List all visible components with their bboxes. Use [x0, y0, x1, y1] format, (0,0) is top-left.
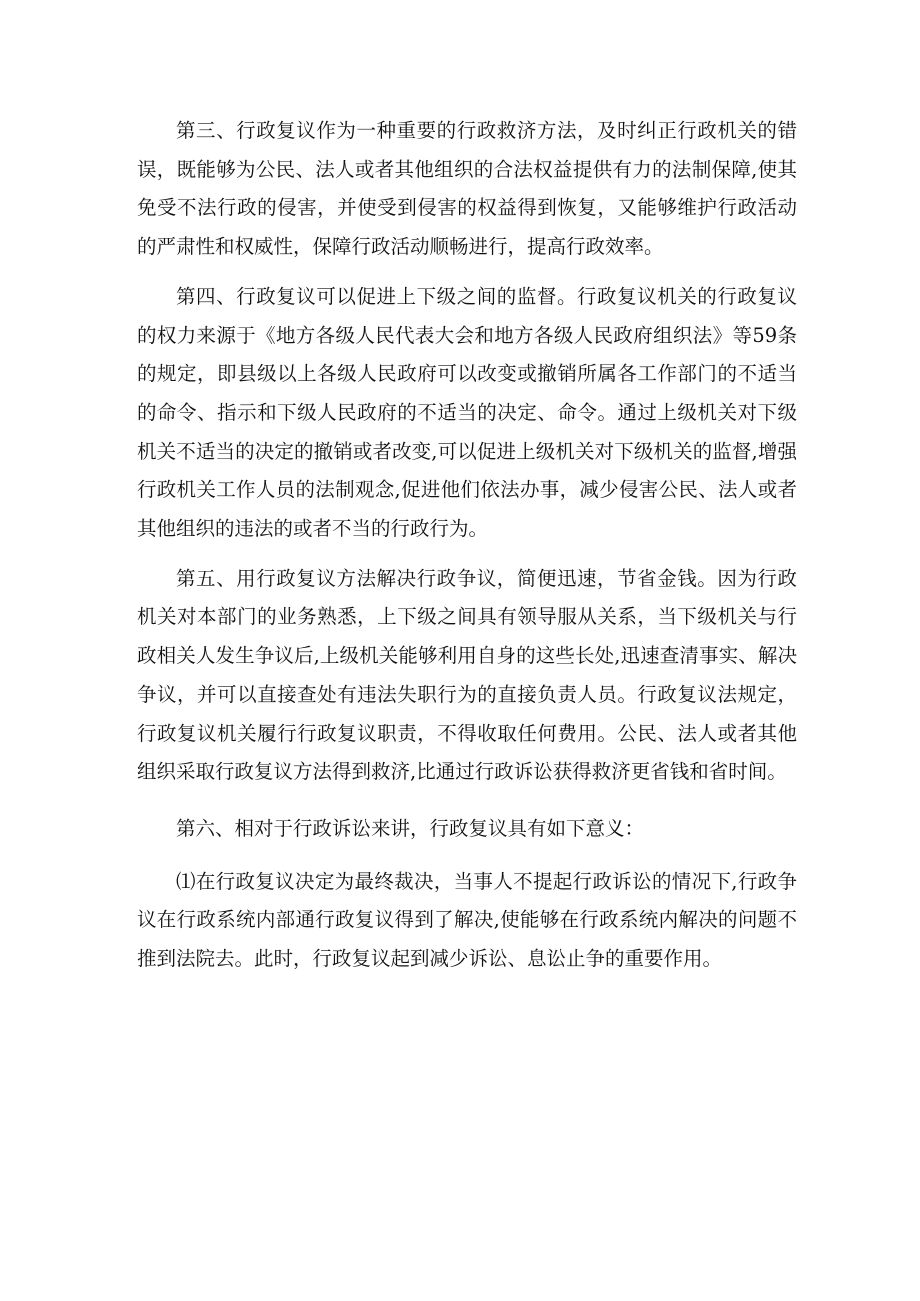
- paragraph-fifth-point: 第五、用行政复议方法解决行政争议，简便迅速，节省金钱。因为行政机关对本部门的业务熟悉，上下级之间具有领导服从关系，当下级机关与行政相关人发生争议后,上级机关能够利用自身的这些长处,迅速查清事实、解决争议，并可以直接查处有违法失职行为的直接负责人员。行政复议法规定，行政复议机关履行行政复议职责，不得收取任何费用。公民、法人或者其他组织采取行政复议方法得到救济,比通过行政诉讼获得救济更省钱和省时间。: [137, 566, 797, 784]
- document-body: [137, 112, 797, 990]
- paragraph-sub-point-1: ⑴在行政复议决定为最终裁决，当事人不提起行政诉讼的情况下,行政争议在行政系统内部通行政复议得到了解决,使能够在行政系统内解决的问题不推到法院去。此时，行政复议起到减少诉讼、息讼止争的重要作用。: [137, 869, 797, 971]
- paragraph-sixth-point: 第六、相对于行政诉讼来讲，行政复议具有如下意义：: [176, 816, 645, 840]
- paragraph-fourth-point: 第四、行政复议可以促进上下级之间的监督。行政复议机关的行政复议的权力来源于《地方各级人民代表大会和地方各级人民政府组织法》等59条的规定，即县级以上各级人民政府可以改变或撤销所属各工作部门的不适当的命令、指示和下级人民政府的不适当的决定、命令。通过上级机关对下级机关不适当的决定的撤销或者改变,可以促进上级机关对下级机关的监督,增强行政机关工作人员的法制观念,促进他们依法办事，减少侵害公民、法人或者其他组织的违法的或者不当的行政行为。: [137, 284, 797, 541]
- paragraph-third-point: 第三、行政复议作为一种重要的行政救济方法，及时纠正行政机关的错误，既能够为公民、法人或者其他组织的合法权益提供有力的法制保障,使其免受不法行政的侵害，并使受到侵害的权益得到恢复，又能够维护行政活动的严肃性和权威性，保障行政活动顺畅进行，提高行政效率。: [137, 119, 797, 259]
